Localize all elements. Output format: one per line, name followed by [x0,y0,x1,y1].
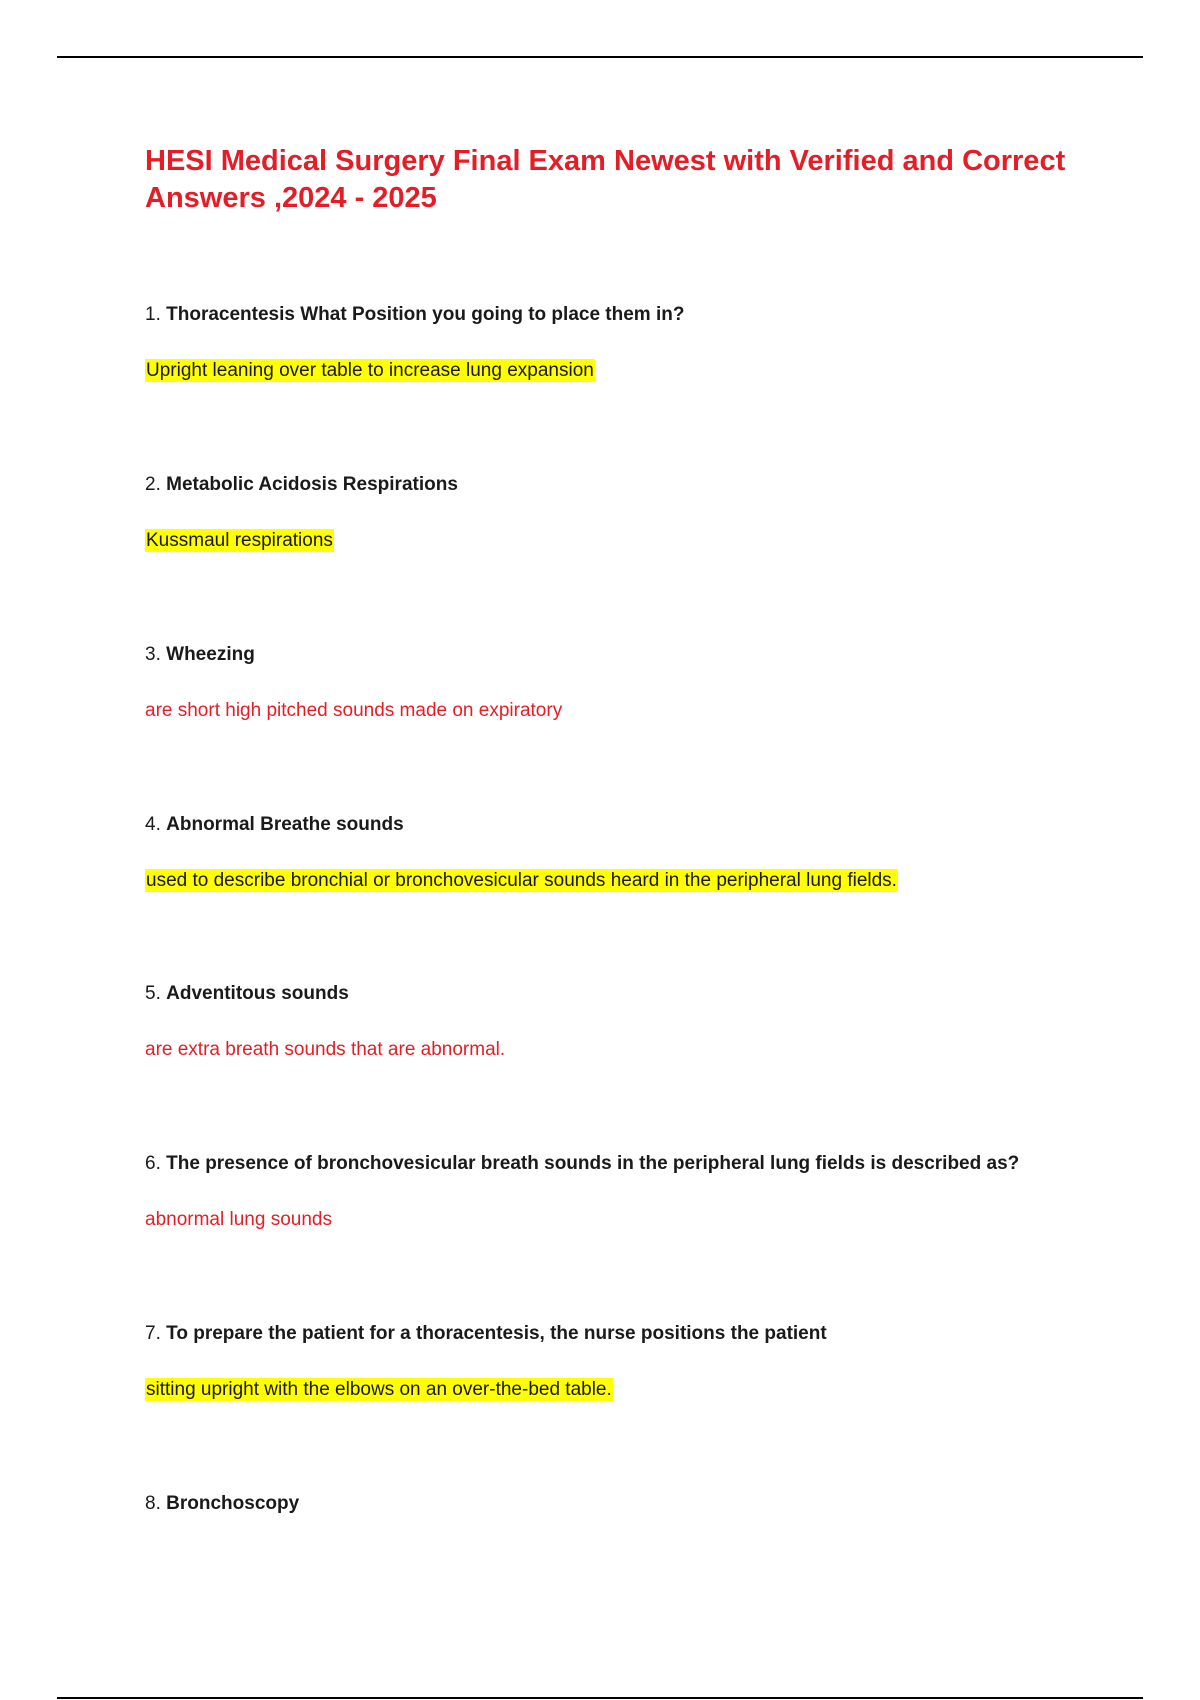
qa-item-2 [145,473,1105,553]
question-2 [145,473,1105,497]
qa-item-6 [145,1152,1105,1232]
question-8 [145,1492,1105,1516]
question-text: Wheezing [166,644,255,665]
question-number: 3. [145,644,161,665]
qa-item-1 [145,303,1105,383]
answer-6 [145,1208,1105,1232]
question-text: Abnormal Breathe sounds [166,814,404,835]
question-number: 1. [145,304,161,325]
answer-5 [145,1038,1105,1062]
answer-text: are short high pitched sounds made on expiratory [145,700,563,721]
bottom-rule [57,1697,1143,1699]
answer-text: abnormal lung sounds [145,1209,332,1230]
question-number: 2. [145,474,161,495]
question-5 [145,982,1105,1006]
question-4 [145,813,1105,837]
qa-item-3 [145,643,1105,723]
document-title: HESI Medical Surgery Final Exam Newest with Verified and Correct Answers ,2024 - 2025 [145,145,1066,214]
qa-item-8 [145,1492,1105,1516]
answer-1 [145,359,1105,383]
qa-item-5 [145,982,1105,1062]
question-6 [145,1152,1105,1176]
qa-item-4 [145,813,1105,893]
question-number: 4. [145,814,161,835]
question-7 [145,1322,1105,1346]
answer-text: are extra breath sounds that are abnormal. [145,1039,506,1060]
answer-text: sitting upright with the elbows on an over-the-bed table. [146,1379,612,1400]
question-text: The presence of bronchovesicular breath sounds in the peripheral lung fields is described as? [166,1153,1020,1174]
answer-3 [145,699,1105,723]
answer-text: Upright leaning over table to increase lung expansion [146,360,594,381]
question-number: 5. [145,983,161,1004]
question-text: Adventitous sounds [166,983,349,1004]
answer-4 [145,869,1105,893]
answer-7 [145,1378,1105,1402]
question-number: 7. [145,1323,161,1344]
question-text: Metabolic Acidosis Respirations [166,474,458,495]
question-text: Bronchoscopy [166,1493,300,1514]
question-number: 8. [145,1493,161,1514]
question-text: To prepare the patient for a thoracentesis, the nurse positions the patient [166,1323,827,1344]
answer-text: Kussmaul respirations [146,530,333,551]
answer-text: used to describe bronchial or bronchovesicular sounds heard in the peripheral lung fields. [146,870,897,891]
question-number: 6. [145,1153,161,1174]
qa-item-7 [145,1322,1105,1402]
question-3 [145,643,1105,667]
question-text: Thoracentesis What Position you going to place them in? [166,304,685,325]
question-1 [145,303,1105,327]
top-rule [57,56,1143,58]
answer-2 [145,529,1105,553]
